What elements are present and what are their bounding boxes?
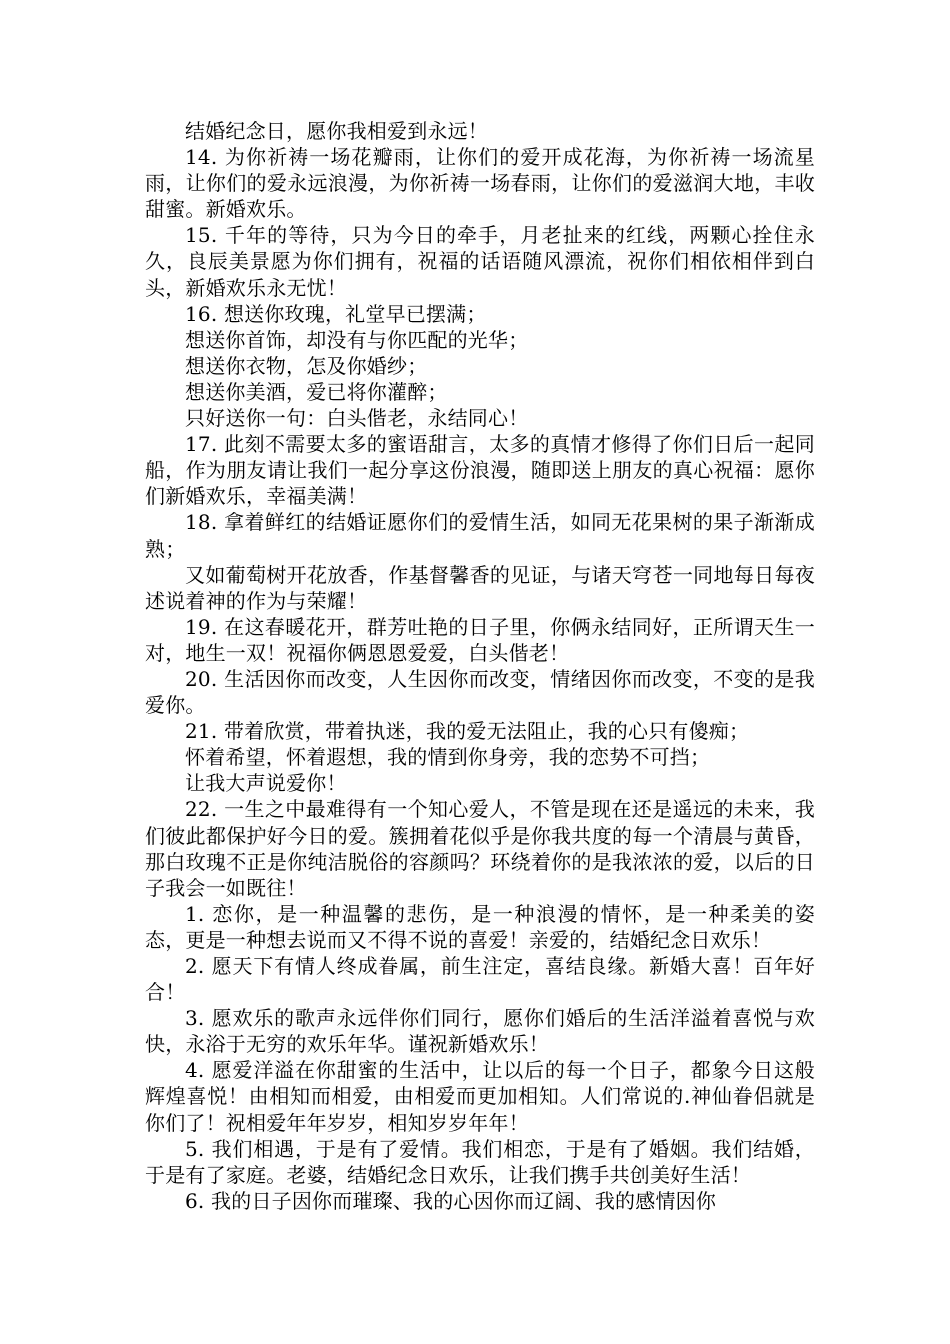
paragraph: 1. 恋你，是一种温馨的悲伤，是一种浪漫的情怀，是一种柔美的姿态，更是一种想去说而又不得不说的喜爱！亲爱的，结婚纪念日欢乐！ [145, 901, 815, 952]
paragraph: 2. 愿天下有情人终成眷属，前生注定，喜结良缘。新婚大喜！百年好合！ [145, 954, 815, 1005]
paragraph: 又如葡萄树开花放香，作基督馨香的见证，与诸天穹苍一同地每日每夜述说着神的作为与荣耀！ [145, 562, 815, 613]
paragraph: 6. 我的日子因你而璀璨、我的心因你而辽阔、我的感情因你 [185, 1188, 717, 1213]
paragraph: 4. 愿爱洋溢在你甜蜜的生活中，让以后的每一个日子，都象今日这般辉煌喜悦！由相知而相爱，由相爱而更加相知。人们常说的.神仙眷侣就是你们了！祝相爱年年岁岁，相知岁岁年年！ [145, 1058, 815, 1135]
paragraph: 结婚纪念日，愿你我相爱到永远！ [185, 119, 488, 143]
paragraph: 想送你首饰，却没有与你匹配的光华； [185, 327, 529, 352]
paragraph: 只好送你一句：白头偕老，永结同心！ [185, 406, 529, 431]
document-body [145, 118, 815, 1214]
paragraph: 17. 此刻不需要太多的蜜语甜言，太多的真情才修得了你们日后一起同船，作为朋友请让我们一起分享这份浪漫，随即送上朋友的真心祝福：愿你们新婚欢乐，幸福美满！ [145, 432, 815, 509]
paragraph: 16. 想送你玫瑰，礼堂早已摆满； [185, 301, 487, 326]
paragraph: 15. 千年的等待，只为今日的牵手，月老扯来的红线，两颗心拴住永久，良辰美景愿为你们拥有，祝福的话语随风漂流，祝你们相依相伴到白头，新婚欢乐永无忧！ [145, 223, 815, 300]
paragraph: 想送你美酒，爱已将你灌醉； [185, 379, 448, 404]
paragraph: 19. 在这春暖花开，群芳吐艳的日子里，你俩永结同好，正所谓天生一对，地生一双！祝福你俩恩恩爱爱，白头偕老！ [145, 614, 815, 665]
paragraph: 3. 愿欢乐的歌声永远伴你们同行，愿你们婚后的生活洋溢着喜悦与欢快，永浴于无穷的欢乐年华。谨祝新婚欢乐！ [145, 1006, 815, 1057]
paragraph: 怀着希望，怀着遐想，我的情到你身旁，我的恋势不可挡； [185, 745, 711, 770]
paragraph: 想送你衣物，怎及你婚纱； [185, 353, 428, 378]
paragraph: 18. 拿着鲜红的结婚证愿你们的爱情生活，如同无花果树的果子渐渐成熟； [145, 510, 815, 561]
paragraph: 22. 一生之中最难得有一个知心爱人，不管是现在还是遥远的未来，我们彼此都保护好今日的爱。簇拥着花似乎是你我共度的每一个清晨与黄昏，那白玫瑰不正是你纯洁脱俗的容颜吗？环绕着你的是我浓浓的爱，以后的日子我会一如既往！ [145, 797, 815, 900]
paragraph: 20. 生活因你而改变，人生因你而改变，情绪因你而改变，不变的是我爱你。 [145, 666, 815, 718]
paragraph: 14. 为你祈祷一场花瓣雨，让你们的爱开成花海，为你祈祷一场流星雨，让你们的爱永远浪漫，为你祈祷一场春雨，让你们的爱滋润大地，丰收甜蜜。新婚欢乐。 [145, 145, 815, 222]
paragraph: 让我大声说爱你！ [185, 771, 347, 796]
paragraph: 5. 我们相遇，于是有了爱情。我们相恋，于是有了婚姻。我们结婚，于是有了家庭。老婆，结婚纪念日欢乐，让我们携手共创美好生活！ [145, 1136, 815, 1187]
paragraph: 21. 带着欣赏，带着执迷，我的爱无法阻止，我的心只有傻痴； [185, 719, 750, 744]
